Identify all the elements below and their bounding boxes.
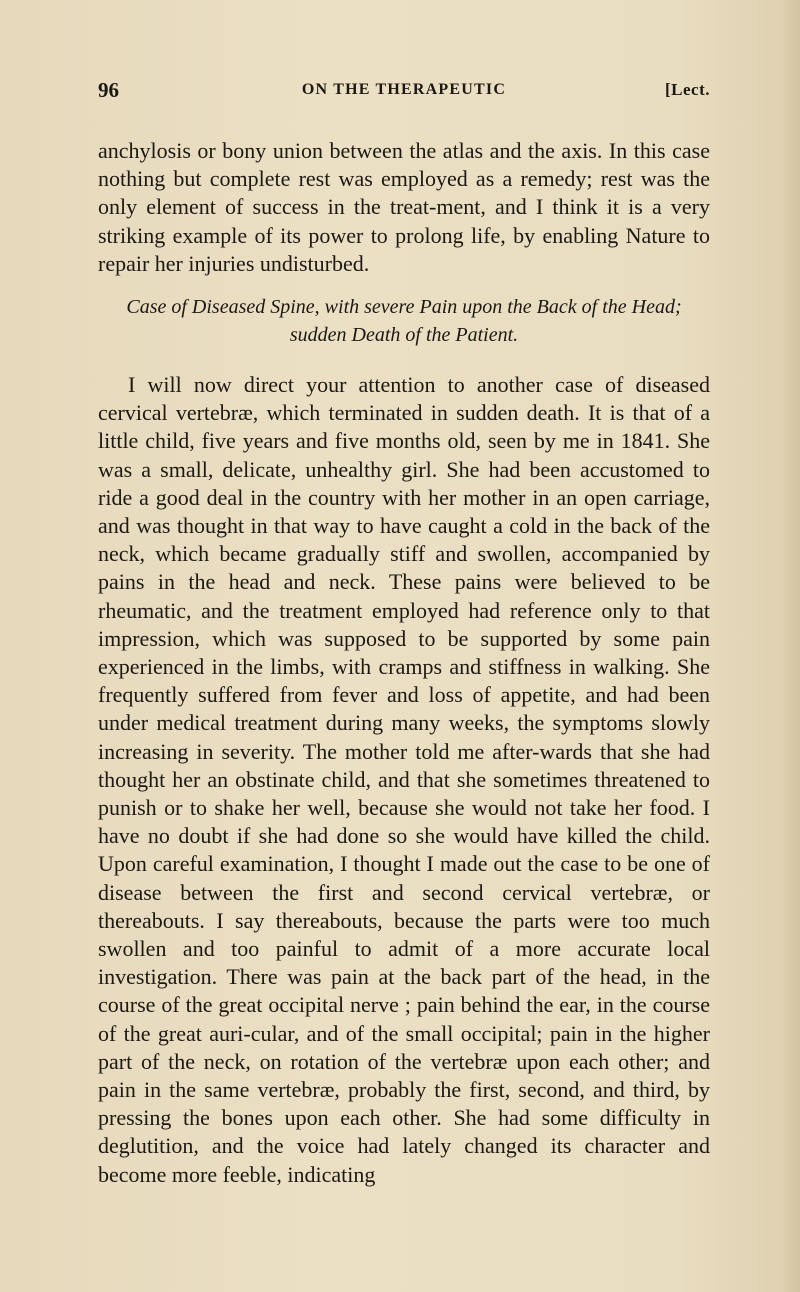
- page-edge-shadow: [782, 0, 800, 1292]
- paragraph-case-description: I will now direct your attention to another case of diseased cervical vertebræ, which terminated in sudden death. It is that of a little child, five years and five months old, seen by me in 1841. She was a small, delicate, unhealthy girl. She had been accustomed to ride a good deal in the country with her mother in an open carriage, and was thought in that way to have caught a cold in the back of the neck, which became gradually stiff and swollen, accompanied by pains in the head and neck. These pains were believed to be rheumatic, and the treatment employed had reference only to that impression, which was supposed to be supported by some pain experienced in the limbs, with cramps and stiffness in walking. She frequently suffered from fever and loss of appetite, and had been under medical treatment during many weeks, the symptoms slowly increasing in severity. The mother told me after-wards that she had thought her an obstinate child, and that she sometimes threatened to punish or to shake her well, because she would not take her food. I have no doubt if she had done so she would have killed the child. Upon careful examination, I thought I made out the case to be one of disease between the first and second cervical vertebræ, or thereabouts. I say thereabouts, because the parts were too much swollen and too painful to admit of a more accurate local investigation. There was pain at the back part of the head, in the course of the great occipital nerve ; pain behind the ear, in the course of the great auri-cular, and of the small occipital; pain in the higher part of the neck, on rotation of the vertebræ upon each other; and pain in the same vertebræ, probably the first, second, and third, by pressing the bones upon each other. She had some difficulty in deglutition, and the voice had lately changed its character and become more feeble, indicating: [98, 372, 710, 1187]
- page-number: 96: [98, 78, 119, 102]
- running-title: ON THE THERAPEUTIC: [301, 81, 507, 98]
- running-header: [98, 78, 710, 104]
- paragraph-continuation: anchylosis or bony union between the atlas and the axis. In this case nothing but complete rest was employed as a remedy; rest was the only element of success in the treat-ment, and I think it is a very striking example of its power to prolong life, by enabling Nature to repair her injuries undisturbed.: [98, 138, 710, 276]
- section-tag: [Lect.: [664, 80, 710, 99]
- case-heading: Case of Diseased Spine, with severe Pain upon the Back of the Head; sudden Death of the Patient.: [126, 296, 682, 346]
